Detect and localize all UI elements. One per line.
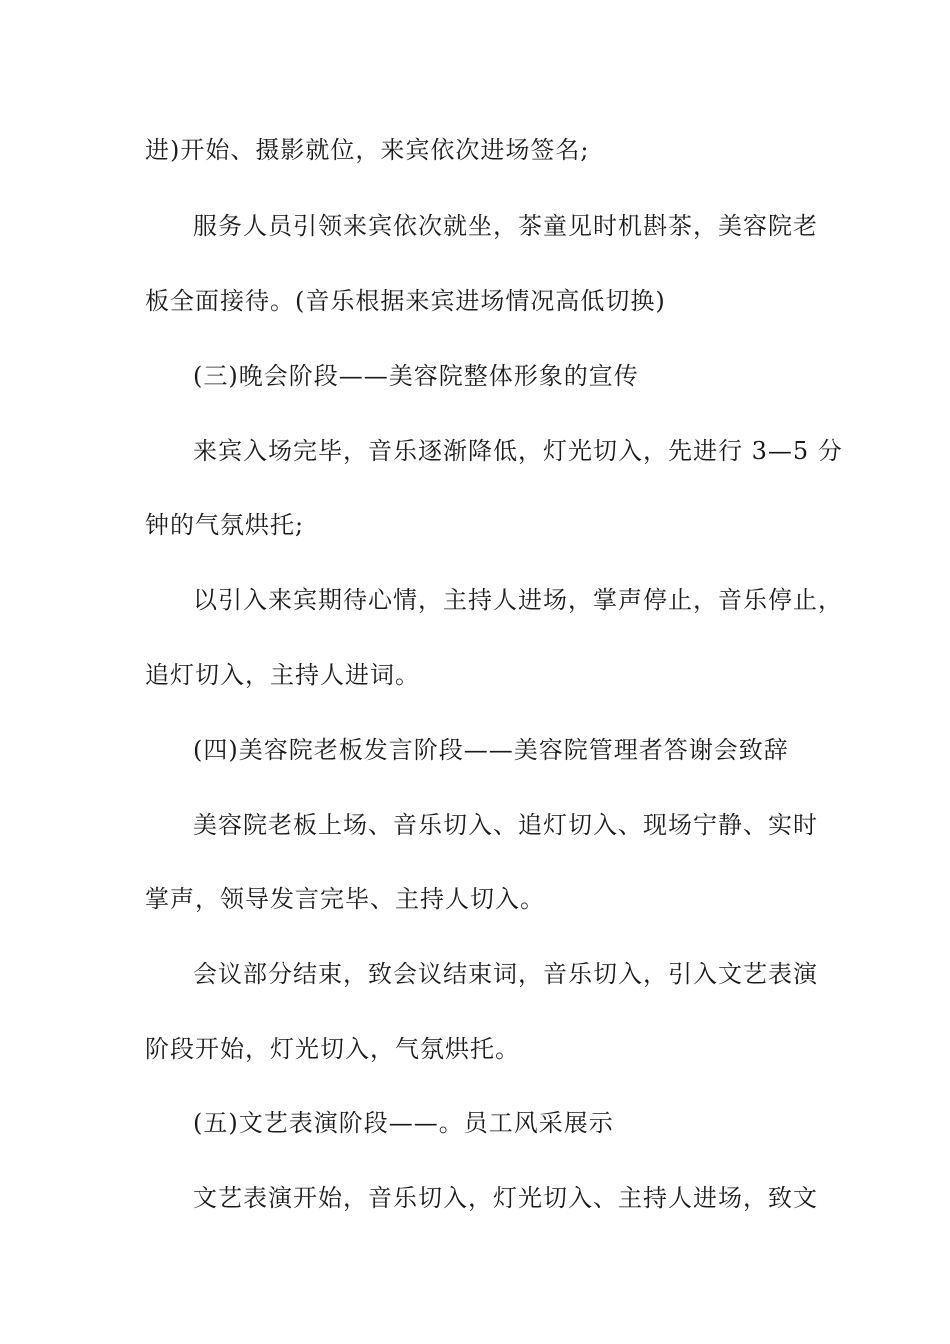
text-line: 文艺表演开始，音乐切入，灯光切入、主持人进场，致文 bbox=[193, 1184, 818, 1212]
text-line: 服务人员引领来宾依次就坐，茶童见时机斟茶，美容院老 bbox=[193, 212, 818, 240]
text-line: 美容院老板上场、音乐切入、追灯切入、现场宁静、实时 bbox=[193, 811, 818, 839]
text-line: 会议部分结束，致会议结束词，音乐切入，引入文艺表演 bbox=[193, 960, 818, 988]
section-heading: (五)文艺表演阶段——。员工风采展示 bbox=[193, 1109, 614, 1137]
text-line: 以引入来宾期待心情，主持人进场，掌声停止，音乐停止， bbox=[193, 586, 843, 614]
text-line: 追灯切入，主持人进词。 bbox=[145, 661, 420, 689]
text-line: 阶段开始，灯光切入，气氛烘托。 bbox=[145, 1035, 520, 1063]
text-line: 板全面接待。(音乐根据来宾进场情况高低切换) bbox=[145, 287, 666, 315]
text-line: 来宾入场完毕，音乐逐渐降低，灯光切入，先进行 3—5 分 bbox=[193, 437, 843, 465]
text-line: 掌声，领导发言完毕、主持人切入。 bbox=[145, 885, 545, 913]
text-line: 进)开始、摄影就位，来宾依次进场签名; bbox=[145, 136, 590, 164]
section-heading: (四)美容院老板发言阶段——美容院管理者答谢会致辞 bbox=[193, 736, 789, 764]
section-heading: (三)晚会阶段——美容院整体形象的宣传 bbox=[193, 362, 639, 390]
text-line: 钟的气氛烘托; bbox=[145, 511, 305, 539]
